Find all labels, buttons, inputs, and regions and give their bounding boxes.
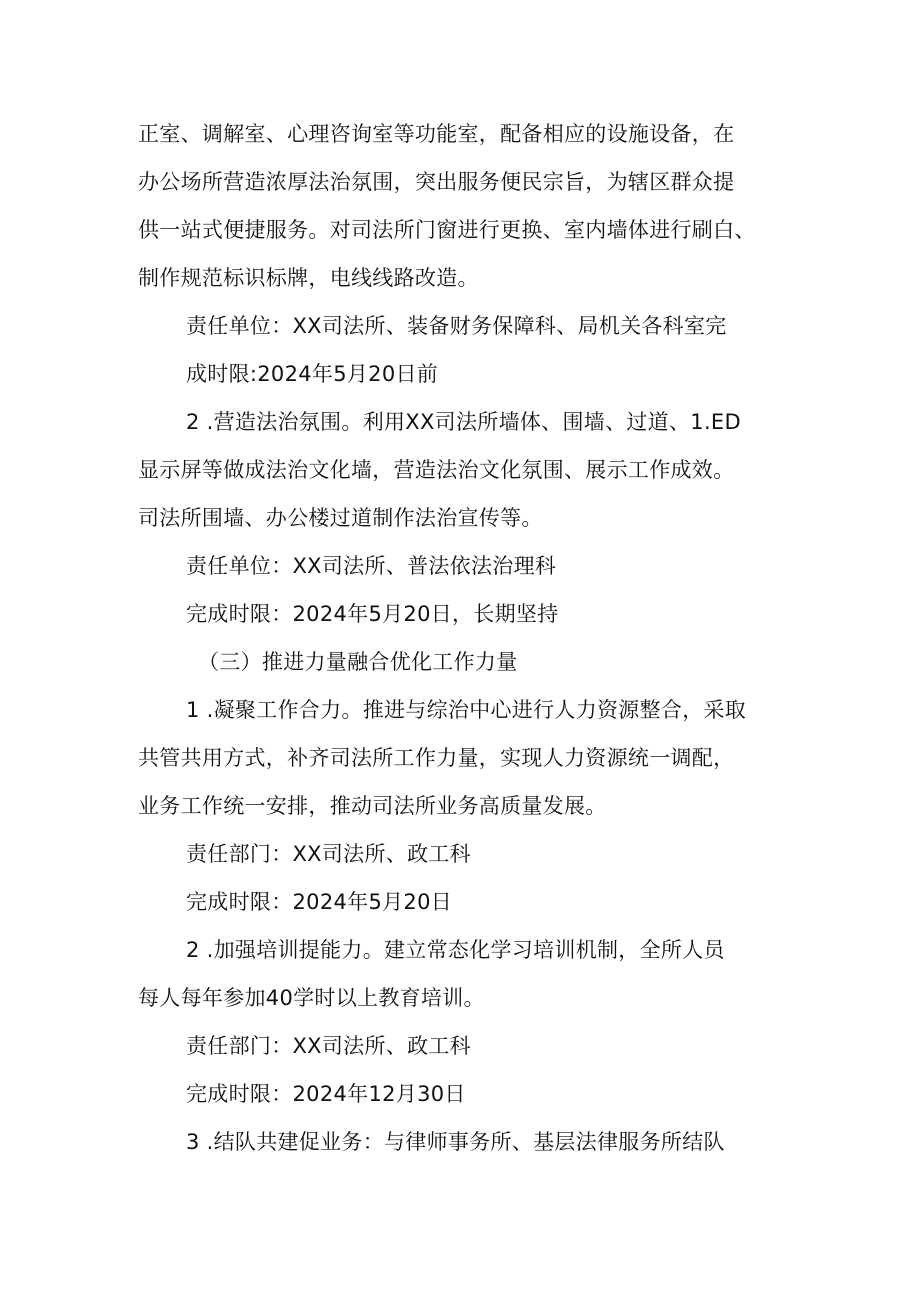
deadline-line: 完成时限：2024年5月20日，长期坚持 [186, 602, 559, 626]
responsible-unit-line: 责任单位：XX司法所、普法依法治理科 [186, 554, 557, 578]
text-line: 供一站式便捷服务。对司法所门窗进行更换、室内墙体进行刷白、 [138, 218, 756, 242]
text-line: 正室、调解室、心理咨询室等功能室，配备相应的设施设备，在 [138, 122, 735, 146]
item-heading-line: 3 .结队共建促业务：与律师事务所、基层法律服务所结队 [186, 1130, 725, 1154]
responsible-dept-line: 责任部门：XX司法所、政工科 [186, 842, 471, 866]
text-line: 司法所围墙、办公楼过道制作法治宣传等。 [138, 506, 543, 530]
text-line: 业务工作统一安排，推动司法所业务高质量发展。 [138, 794, 607, 818]
responsible-dept-line: 责任部门：XX司法所、政工科 [186, 1034, 471, 1058]
deadline-line: 完成时限：2024年12月30日 [186, 1082, 466, 1106]
text-line: 每人每年参加40学时以上教育培训。 [138, 986, 485, 1010]
deadline-line: 完成时限：2024年5月20日 [186, 890, 453, 914]
section-heading: （三）推进力量融合优化工作力量 [198, 650, 518, 674]
text-line: 制作规范标识标牌，电线线路改造。 [138, 266, 479, 290]
item-heading-line: 2 .加强培训提能力。建立常态化学习培训机制，全所人员 [186, 938, 725, 962]
deadline-line: 成时限:2024年5月20日前 [186, 362, 439, 386]
responsible-unit-line: 责任单位：XX司法所、装备财务保障科、局机关各科室完 [186, 314, 727, 338]
item-heading-line: 1 .凝聚工作合力。推进与综治中心进行人力资源整合，采取 [186, 698, 747, 722]
text-line: 共管共用方式，补齐司法所工作力量，实现人力资源统一调配， [138, 746, 735, 770]
text-line: 办公场所营造浓厚法治氛围，突出服务便民宗旨，为辖区群众提 [138, 170, 735, 194]
document-body [138, 110, 798, 1166]
item-heading-line: 2 .营造法治氛围。利用XX司法所墙体、围墙、过道、1.ED [186, 410, 741, 434]
text-line: 显示屏等做成法治文化墙，营造法治文化氛围、展示工作成效。 [138, 458, 735, 482]
